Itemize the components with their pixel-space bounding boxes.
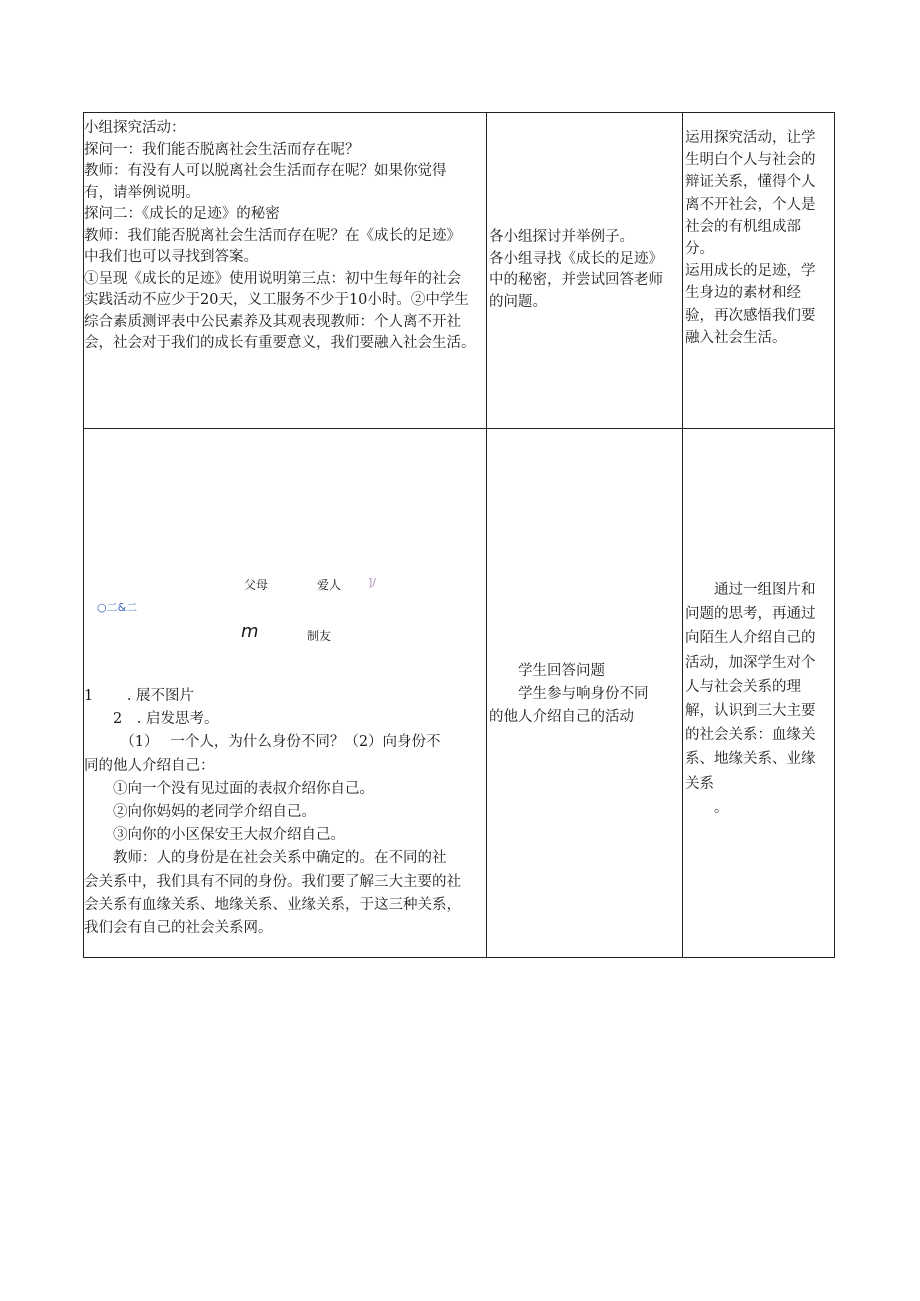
- text-line: 同的他人介绍自己：: [84, 757, 215, 774]
- text-line: ③向你的小区保安王大叔介绍自己。: [84, 827, 345, 844]
- text-line: 离不开社会，个人是: [685, 196, 816, 213]
- text-line: 关系: [685, 775, 714, 792]
- text-line: 分。: [685, 241, 714, 258]
- text-line: 生明白个人与社会的: [685, 152, 816, 169]
- text-line: 社会的有机组成部: [685, 218, 801, 235]
- text-line: 的他人介绍自己的活动: [489, 709, 634, 725]
- text-line: 运用成长的足迹，学: [685, 263, 816, 280]
- text-line: 学生回答问题: [489, 663, 605, 679]
- text-line: 我们会有自己的社会关系网。: [84, 920, 273, 937]
- diagram-slash-mark: ]/: [368, 576, 376, 589]
- text-line: 系、地缘关系、业缘: [685, 751, 816, 768]
- text-line: 教师：人的身份是在社会关系中确定的。在不同的社: [84, 850, 447, 867]
- text-line: 会关系中，我们具有不同的身份。我们要了解三大主要的社: [84, 873, 461, 890]
- text-line: ①向一个没有见过面的表叔介绍你自己。: [84, 780, 374, 797]
- text-line: 向陌生人介绍自己的: [685, 630, 816, 647]
- text-line: 。: [685, 799, 729, 816]
- row2-design-intent: [685, 578, 835, 820]
- text-line: 生身边的素材和经: [685, 285, 801, 302]
- text-line: 辩证关系，懂得个人: [685, 174, 816, 191]
- diagram-label-lover: 爱人: [317, 578, 342, 592]
- text-line: 的问题。: [489, 293, 547, 310]
- column-divider-2: [682, 113, 683, 957]
- row1-teacher-activity: [84, 118, 486, 355]
- diagram-label-parents: 父母: [244, 578, 269, 592]
- text-line: 教师：我们能否脱离社会生活而存在呢？在《成长的足迹》: [84, 227, 461, 244]
- diagram-label-self: ○二&二: [97, 601, 138, 614]
- text-line: 中的秘密，并尝试回答老师: [489, 272, 663, 288]
- text-line: 活动，加深学生对个: [685, 654, 816, 671]
- text-line: 各小组探讨并举例子。: [489, 229, 634, 245]
- text-line: 运用探究活动，让学: [685, 130, 816, 146]
- text-line: ①呈现《成长的足迹》使用说明第三点：初中生每年的社会: [84, 270, 461, 287]
- text-line: ②向你妈妈的老同学介绍自己。: [84, 804, 316, 821]
- text-line: 的社会关系：血缘关: [685, 727, 816, 744]
- text-line: （1） 一个人，为什么身份不同？（2）向身份不: [84, 734, 441, 751]
- text-line: 探问一：我们能否脱离社会生活而存在呢？: [84, 141, 360, 158]
- text-line: 各小组寻找《成长的足迹》: [489, 250, 663, 267]
- text-line: 1 . 展不图片: [84, 688, 195, 704]
- row-divider: [84, 428, 834, 429]
- social-relations-diagram: [84, 563, 486, 653]
- column-divider-1: [486, 113, 487, 957]
- row2-student-activity: [489, 660, 682, 729]
- text-line: 2 . 启发思考。: [84, 711, 219, 728]
- row1-student-activity: [489, 227, 682, 313]
- text-line: 综合素质测评表中公民素养及其观表现教师：个人离不开社: [84, 313, 461, 330]
- text-line: 实践活动不应少于20天，义工服务不少于10小时。②中学生: [84, 292, 469, 308]
- text-line: 探问二：《成长的足迹》的秘密: [84, 206, 280, 222]
- text-line: 教师：有没有人可以脱离社会生活而存在呢？如果你觉得: [84, 163, 447, 179]
- text-line: 会，社会对于我们的成长有重要意义，我们要融入社会生活。: [84, 335, 476, 351]
- text-line: 通过一组图片和: [685, 582, 816, 598]
- row2-teacher-activity: [84, 685, 486, 940]
- text-line: 学生参与响身份不同: [489, 686, 649, 702]
- text-line: 验，再次感悟我们要: [685, 307, 816, 324]
- diagram-label-friends: 制友: [307, 629, 332, 643]
- text-line: 融入社会生活。: [685, 329, 787, 346]
- lesson-plan-table: [83, 112, 835, 958]
- diagram-label-m: m: [241, 621, 259, 642]
- text-line: 有，请举例说明。: [84, 184, 200, 201]
- text-line: 中我们也可以寻找到答案。: [84, 249, 258, 265]
- text-line: 小组探究活动：: [84, 120, 186, 136]
- text-line: 会关系有血缘关系、地缘关系、业缘关系，于这三种关系，: [84, 896, 461, 913]
- text-line: 人与社会关系的理: [685, 678, 801, 695]
- text-line: 解，认识到三大主要: [685, 703, 816, 720]
- row1-design-intent: [685, 127, 835, 349]
- text-line: 问题的思考，再通过: [685, 606, 816, 623]
